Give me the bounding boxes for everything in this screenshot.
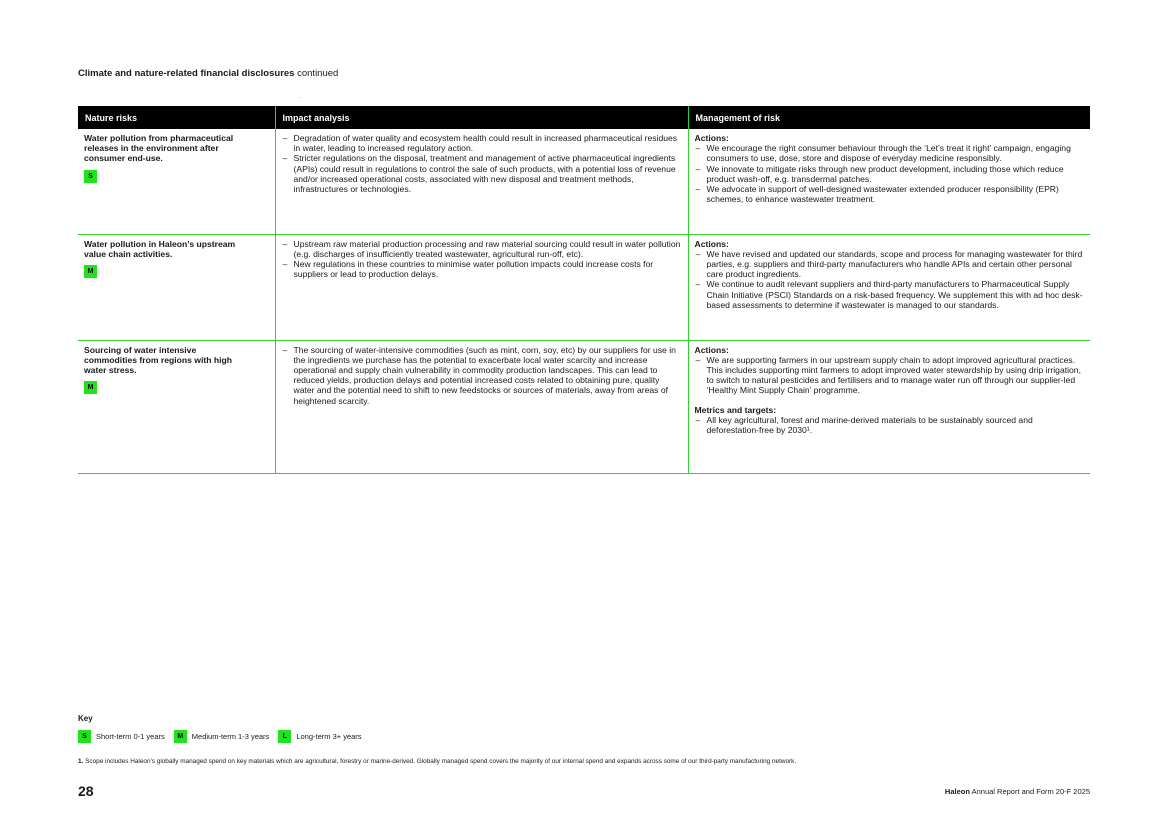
management-cell (688, 129, 1090, 234)
action-item: – We innovate to mitigate risks through new product development, including those which reduce product wash-off, e.g. transdermal patches. (695, 164, 1085, 184)
action-item: – We advocate in support of well-designed wastewater extended producer responsibility (EPR) schemes, to enhance wastewater treatment. (695, 184, 1085, 204)
management-cell (688, 340, 1090, 473)
impact-cell (275, 129, 688, 234)
key-item-medium-term (174, 730, 270, 743)
brand-name: Haleon (944, 787, 970, 796)
impact-item: – Stricter regulations on the disposal, treatment and management of active pharmaceutical ingredients (APIs) could result in regulations to control the sale of such products, with a potential loss of revenue and/or increased operational costs, associated with new disposal and treatment methods, infrastructures or technologies. (282, 153, 682, 194)
table-row (78, 129, 1090, 234)
action-item: – We encourage the right consumer behaviour through the ‘Let’s treat it right’ campaign, engaging consumers to use, dose, store and dispose of everyday medicine responsibly. (695, 143, 1085, 163)
report-title: Annual Report and Form 20-F 2025 (971, 787, 1090, 796)
section-title-bold: Climate and nature-related financial disclosures (78, 68, 295, 79)
action-item: – We have revised and updated our standards, scope and process for managing wastewater for third parties, e.g. suppliers and third-party manufacturers who handle APIs and certain other personal care product ingredients. (695, 249, 1085, 280)
table-header-row (78, 106, 1090, 129)
column-header-management-of-risk: Management of risk (688, 106, 1090, 129)
impact-item: – New regulations in these countries to minimise water pollution impacts could increase costs for suppliers or lead to production delays. (282, 259, 682, 279)
impact-cell (275, 340, 688, 473)
key-badge: L (278, 730, 291, 743)
impact-cell (275, 234, 688, 340)
risk-cell (78, 234, 275, 340)
risk-name: Water pollution from pharmaceutical releases in the environment after consumer end-use. (84, 133, 234, 164)
nature-risks-table (78, 106, 1090, 474)
key-label: Long-term 3+ years (296, 732, 362, 741)
actions-label: Actions: (694, 344, 729, 355)
term-badge: S (84, 170, 97, 183)
footnote-marker: 1. (78, 758, 84, 765)
section-title-continued: continued (297, 68, 339, 79)
key-label: Short-term 0-1 years (96, 732, 165, 741)
column-header-impact-analysis: Impact analysis (275, 106, 688, 129)
action-item: – We continue to audit relevant suppliers and third-party manufacturers to Pharmaceutical Supply Chain Initiative (PSCI) Standards on a risk-based frequency. We supplement this with ad hoc desk-based assessments to determine if wastewater is managed to our standards. (695, 279, 1085, 310)
management-cell (688, 234, 1090, 340)
footnote (78, 758, 1098, 765)
risk-cell (78, 129, 275, 234)
action-item: – We are supporting farmers in our upstream supply chain to adopt improved agricultural practices. This includes supporting mint farmers to adopt improved water stewardship by using drip irrigation, to switch to natural pesticides and fertilisers and to manage water run off through our supplier-led ‘Healthy Mint Supply Chain’ programme. (695, 355, 1085, 396)
term-badge: M (84, 381, 97, 394)
key-label: Medium-term 1-3 years (191, 732, 270, 741)
key-badge: S (78, 730, 91, 743)
key-item-short-term (78, 730, 165, 743)
risk-cell (78, 340, 275, 473)
stray-dot: . (299, 94, 301, 100)
risk-name: Sourcing of water intensive commodities from regions with high water stress. (84, 344, 233, 375)
metrics-label: Metrics and targets: (694, 404, 777, 415)
key-title: Key (78, 714, 93, 723)
actions-label: Actions: (694, 238, 729, 249)
key-legend (78, 730, 371, 743)
risk-name: Water pollution in Haleon’s upstream value chain activities. (84, 238, 236, 259)
table-row (78, 340, 1090, 473)
table-row (78, 234, 1090, 340)
impact-item: – The sourcing of water-intensive commodities (such as mint, corn, soy, etc) by our suppliers for use in the ingredients we purchase has the potential to exacerbate local water scarcity and increase operational and supply chain vulnerability in commodity production landscapes. This can lead to reduced yields, production delays and potential increased costs related to obtaining pure, quality water and the potential need to shift to new feedstocks or sources of materials, away from areas of heightened scarcity. (282, 345, 682, 406)
footnote-text: Scope includes Haleon’s globally managed spend on key materials which are agricultural, forestry or marine-derived. Globally managed spend covers the majority of our internal spend and expands across some of our third-party manufacturing network. (85, 758, 797, 765)
impact-item: – Degradation of water quality and ecosystem health could result in increased pharmaceutical residues in water, leading to increased regulatory action. (282, 133, 682, 153)
report-footer (945, 787, 1090, 796)
key-item-long-term (278, 730, 361, 743)
term-badge: M (84, 265, 97, 278)
metric-item: – All key agricultural, forest and marine-derived materials to be sustainably sourced and deforestation-free by 2030¹. (695, 415, 1085, 435)
page-section-title (78, 68, 338, 79)
page-number: 28 (78, 783, 94, 799)
key-badge: M (174, 730, 187, 743)
column-header-nature-risks: Nature risks (78, 106, 275, 129)
actions-label: Actions: (694, 133, 729, 143)
impact-item: – Upstream raw material production processing and raw material sourcing could result in water pollution (e.g. discharges of insufficiently treated wastewater, agricultural run-off, etc). (282, 239, 682, 259)
